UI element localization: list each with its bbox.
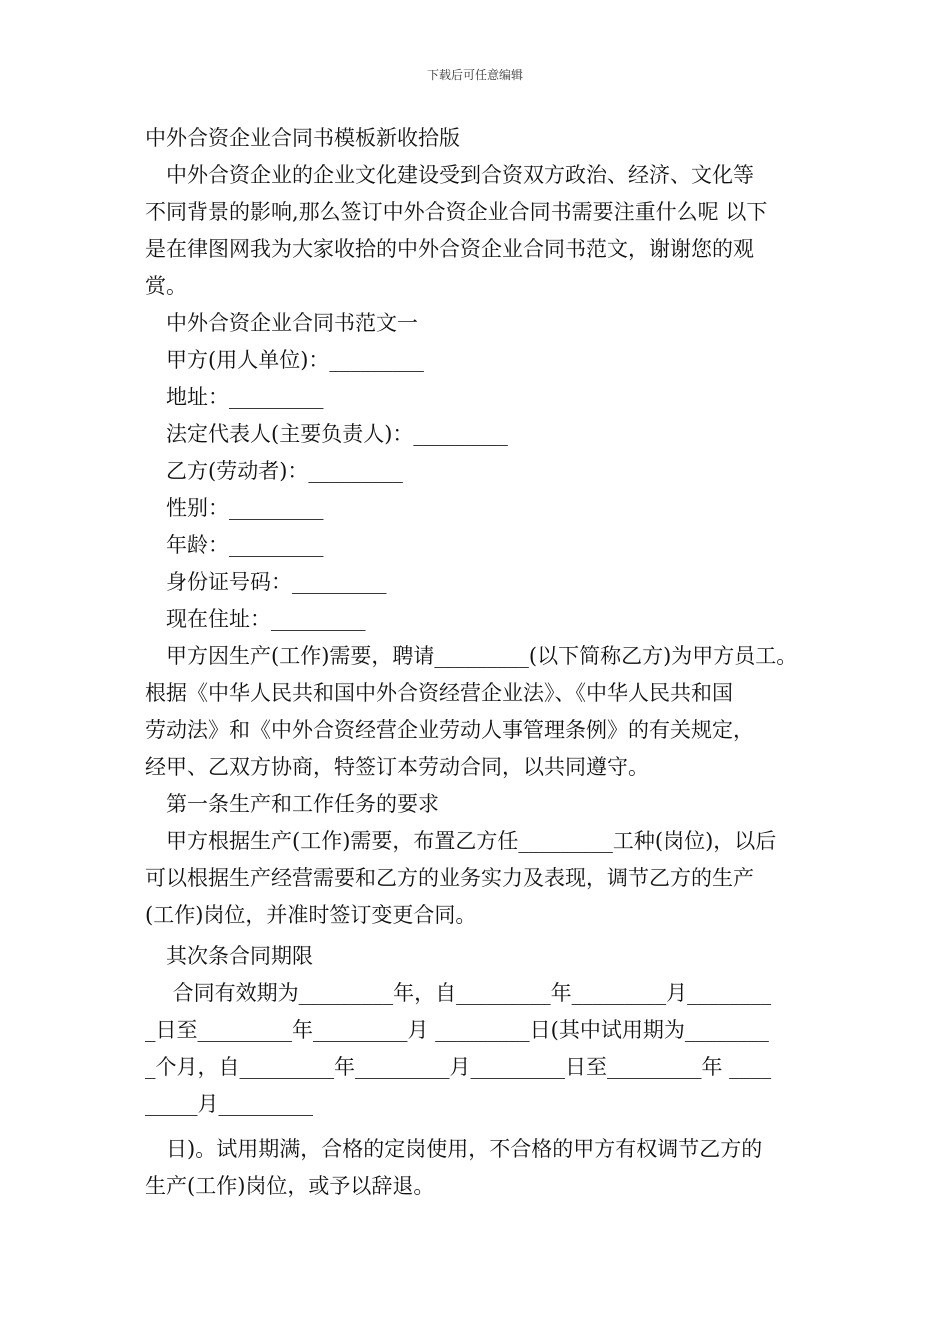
article2-title: 其次条合同期限	[166, 944, 313, 968]
field-gender: 性别：_________	[166, 496, 324, 520]
intro-line: 不同背景的影响,那么签订中外合资企业合同书需要注重什么呢 以下	[145, 200, 768, 224]
preamble-line: 甲方因生产(工作)需要，聘请_________(以下简称乙方)为甲方员工。	[166, 644, 798, 668]
field-id-number: 身份证号码：_________	[166, 570, 387, 594]
preamble-line: 根据《中华人民共和国中外合资经营企业法》、《中华人民共和国	[145, 681, 733, 705]
field-age: 年龄：_________	[166, 533, 324, 557]
article2-line: _日至_________年_________月 _________日(其中试用期为________	[145, 1018, 769, 1042]
document-title: 中外合资企业合同书模板新收拾版	[145, 126, 460, 150]
document-body	[145, 120, 810, 1205]
field-employee: 乙方(劳动者)：_________	[166, 459, 403, 483]
intro-line: 中外合资企业的企业文化建设受到合资双方政治、经济、文化等	[166, 163, 754, 187]
article2-line: _个月，自_________年_________月_________日至_________年 ____	[145, 1055, 772, 1079]
page-header: 下载后可任意编辑	[426, 68, 523, 82]
article1-line: (工作)岗位，并准时签订变更合同。	[145, 903, 477, 927]
article2-line: 合同有效期为_________年，自_________年_________月________	[166, 981, 772, 1005]
article2-tail-line: 日)。试用期满，合格的定岗使用，不合格的甲方有权调节乙方的	[166, 1137, 763, 1161]
field-employer: 甲方(用人单位)：_________	[166, 348, 424, 372]
intro-line: 赏。	[145, 274, 187, 298]
field-legal-representative: 法定代表人(主要负责人)：_________	[166, 422, 508, 446]
field-address: 地址：_________	[166, 385, 324, 409]
article1-title: 第一条生产和工作任务的要求	[166, 792, 439, 816]
article1-line: 可以根据生产经营需要和乙方的业务实力及表现，调节乙方的生产	[145, 866, 754, 890]
preamble-line: 经甲、乙双方协商，特签订本劳动合同，以共同遵守。	[145, 755, 649, 779]
preamble-line: 劳动法》和《中外合资经营企业劳动人事管理条例》的有关规定，	[145, 718, 754, 742]
article1-line: 甲方根据生产(工作)需要，布置乙方任_________工种(岗位)，以后	[166, 829, 777, 853]
section-title: 中外合资企业合同书范文一	[166, 311, 418, 335]
article2-tail-line: 生产(工作)岗位，或予以辞退。	[145, 1174, 435, 1198]
article2-line: _____月_________	[145, 1092, 313, 1116]
field-current-address: 现在住址：_________	[166, 607, 366, 631]
intro-line: 是在律图网我为大家收拾的中外合资企业合同书范文，谢谢您的观	[145, 237, 754, 261]
